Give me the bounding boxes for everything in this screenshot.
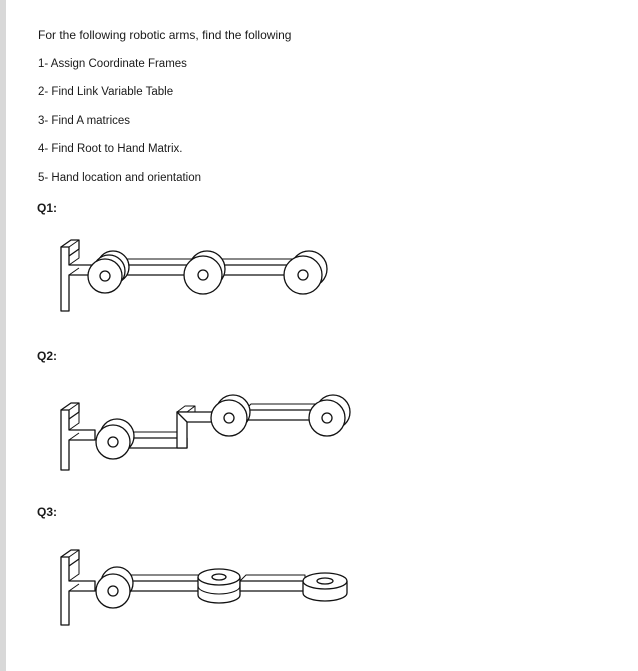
question-label-q2: Q2: [37,349,58,363]
task-item: 5- Hand location and orientation [38,172,202,184]
intro-text: For the following robotic arms, find the following [38,28,292,42]
robot-arm-q1-figure [55,235,345,315]
question-label-q3: Q3: [37,505,58,519]
task-item: 4- Find Root to Hand Matrix. [38,143,183,155]
robot-arm-q2-figure [55,390,355,475]
task-item: 2- Find Link Variable Table [38,86,174,98]
task-item: 1- Assign Coordinate Frames [38,58,187,70]
left-margin-rule [0,0,6,671]
task-item: 3- Find A matrices [38,115,131,127]
robot-arm-q3-figure [55,545,355,630]
question-label-q1: Q1: [37,201,58,215]
